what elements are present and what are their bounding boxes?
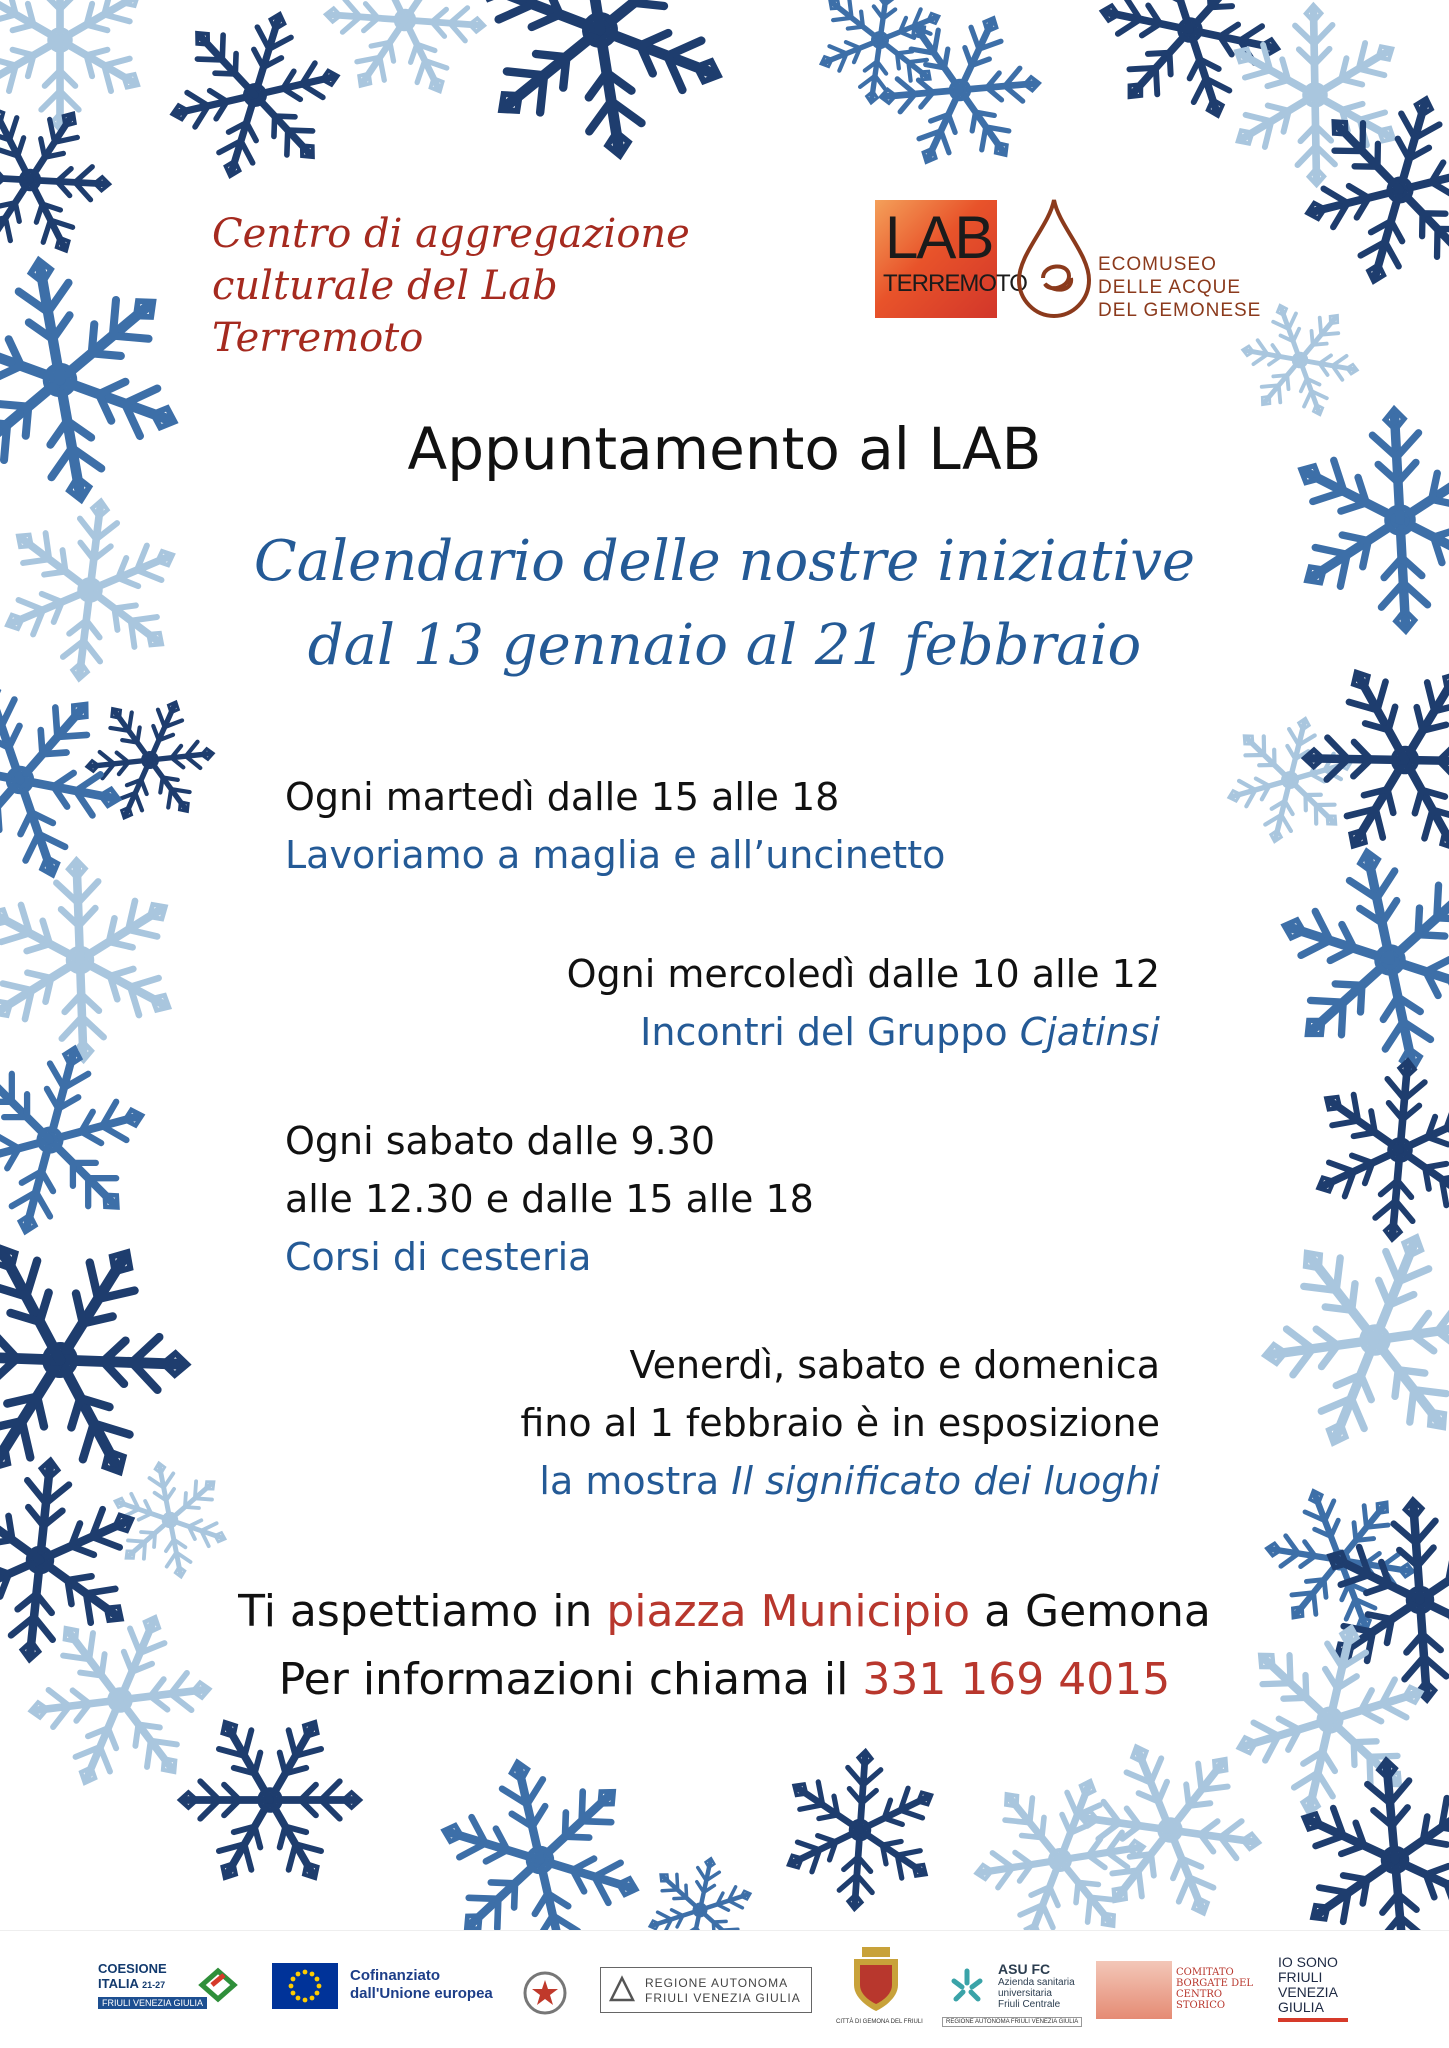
snowflake-icon (0, 0, 147, 130)
organizer-line-1: Centro di aggregazione (212, 211, 690, 257)
snowflake-icon (1305, 1053, 1449, 1248)
snowflake-icon (1233, 1196, 1449, 1483)
regione-fvg-logo: REGIONE AUTONOMA FRIULI VENEZIA GIULIA (600, 1967, 812, 2013)
page-title: Appuntamento al LAB (407, 415, 1042, 483)
snowflake-icon (1235, 805, 1449, 1114)
event-title: Lavoriamo a maglia e all’uncinetto (285, 833, 946, 877)
snowflake-icon (400, 1720, 681, 1930)
snowflake-icon (0, 211, 229, 549)
event-time-line-1: Venerdì, sabato e domenica (629, 1343, 1160, 1387)
event-tuesday (285, 768, 1105, 884)
event-time-line-1: Ogni sabato dalle 9.30 (285, 1119, 716, 1163)
snowflake-icon (0, 1024, 164, 1256)
snowflake-icon (152, 0, 359, 200)
location-highlight: piazza Municipio (606, 1586, 971, 1637)
snowflake-icon (1215, 703, 1365, 856)
organizer-line-2: culturale del Lab Terremoto (212, 263, 558, 361)
phone-number[interactable]: 331 169 4015 (862, 1654, 1171, 1705)
organizer-name (212, 208, 772, 364)
io-sono-fvg-logo: IO SONO FRIULI VENEZIA GIULIA (1278, 1955, 1388, 2019)
snowflake-icon (0, 824, 217, 1096)
snowflake-icon (778, 1745, 943, 1914)
event-time-line-2: fino al 1 febbraio è in esposizione (520, 1401, 1160, 1445)
snowflake-icon (1285, 73, 1449, 307)
event-saturday (285, 1112, 1105, 1286)
snowflake-icon (639, 1847, 762, 1930)
calendar-subtitle: Calendario delle nostre iniziative dal 13 gennaio al 21 febbraio (253, 529, 1196, 678)
event-exhibition (310, 1336, 1160, 1510)
ecomuseo-logo-text: ECOMUSEO DELLE ACQUE DEL GEMONESE (1098, 254, 1262, 321)
event-title: Incontri del Gruppo Cjatinsi (640, 1010, 1160, 1054)
event-time: Ogni mercoledì dalle 10 alle 12 (566, 952, 1160, 996)
asu-fc-logo: ASU FC Azienda sanitaria universitaria Friuli Centrale REGIONE AUTONOMA FRIULI VENEZIA GIULIA (942, 1961, 1162, 2025)
snowflake-icon (857, 0, 1064, 195)
gemona-coat-of-arms: CITTÀ DI GEMONA DEL FRIULI (836, 1945, 916, 2045)
closing-contact: Per informazioni chiama il 331 169 4015 (278, 1654, 1171, 1705)
event-time: Ogni martedì dalle 15 alle 18 (285, 775, 840, 819)
event-title: Corsi di cesteria (285, 1235, 592, 1279)
event-time-line-2: alle 12.30 e dalle 15 alle 18 (285, 1177, 814, 1221)
coesione-italia-logo: COESIONE ITALIA 21-27 FRIULI VENEZIA GIULIA (98, 1961, 248, 2025)
sponsor-footer (0, 1930, 1449, 2048)
event-wednesday (310, 945, 1160, 1061)
snowflake-icon (149, 1678, 390, 1921)
italian-republic-emblem-icon (520, 1961, 570, 2025)
ecomuseo-drop-icon (1015, 196, 1093, 320)
lab-terremoto-logo: LAB TERREMOTO (875, 200, 997, 318)
comitato-borgate-logo: COMITATO BORGATE DEL CENTRO STORICO (1096, 1961, 1276, 2025)
closing-location: Ti aspettiamo in piazza Municipio a Gemona (238, 1586, 1211, 1637)
snowflake-icon (297, 0, 514, 129)
event-title: la mostra Il significato dei luoghi (539, 1459, 1160, 1503)
eu-cofunding-logo: Cofinanziato dall'Unione europea (272, 1961, 512, 2025)
